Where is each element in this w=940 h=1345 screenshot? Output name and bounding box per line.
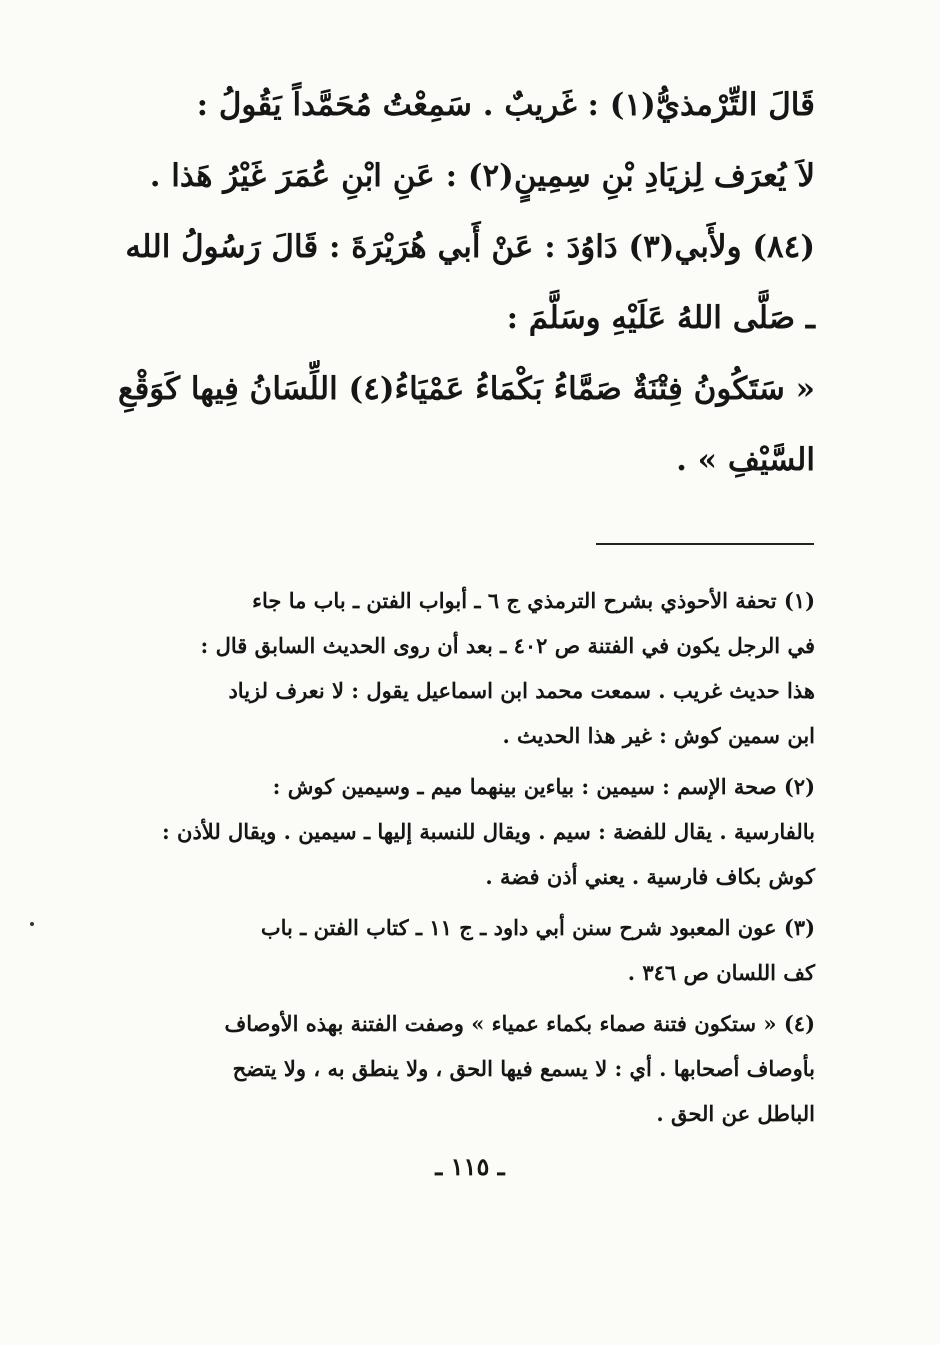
hadith-text-line: « سَتَكُونُ فِتْنَةٌ صَمَّاءُ بَكْمَاءُ عَمْيَاءُ(٤) اللِّسَانُ فِيها كَوَقْعِ (117, 371, 815, 407)
footnote-3 (155, 905, 815, 995)
footnote-line: ابن سمين كوش : غير هذا الحديث . (502, 723, 815, 748)
hadith-heading-line: (٨٤) ولأَبي(٣) دَاوُدَ : عَنْ أَبي هُرَيْرَةَ : قَالَ رَسُولُ الله (125, 229, 815, 265)
footnote-2 (155, 764, 815, 899)
main-line: ـ صَلَّى اللهُ عَلَيْهِ وسَلَّمَ : (506, 300, 815, 336)
footnotes (155, 578, 815, 1142)
footnote-line: في الرجل يكون في الفتنة ص ٤٠٢ ـ بعد أن روى الحديث السابق قال : (200, 633, 815, 658)
footnote-line: هذا حديث غريب . سمعت محمد ابن اسماعيل يقول : لا نعرف لزياد (228, 678, 815, 703)
footnote-line: (٤) « ستكون فتنة صماء بكماء عمياء » وصفت الفتنة بهذه الأوصاف (224, 1011, 815, 1036)
hadith-text-line: السَّيْفِ » . (676, 442, 815, 478)
footnote-line: بالفارسية . يقال للفضة : سيم . ويقال للنسبة إليها ـ سيمين . ويقال للأذن : (161, 819, 815, 844)
footnote-4 (155, 1001, 815, 1136)
scan-speck (30, 922, 34, 926)
footnote-separator (596, 543, 814, 545)
footnote-line: بأوصاف أصحابها . أي : لا يسمع فيها الحق ، ولا ينطق به ، ولا يتضح (232, 1056, 815, 1081)
footnote-line: (٢) صحة الإسم : سيمين : بياءين بينهما ميم ـ وسيمين كوش : (272, 774, 815, 799)
main-line: قَالَ التِّرْمذيُّ(١) : غَريبٌ . سَمِعْتُ مُحَمَّداً يَقُولُ : (196, 87, 815, 123)
footnote-line: الباطل عن الحق . (656, 1101, 815, 1126)
footnote-line: كوش بكاف فارسية . يعني أذن فضة . (485, 864, 815, 889)
main-text (117, 70, 815, 496)
footnote-line: (٣) عون المعبود شرح سنن أبي داود ـ ج ١١ ـ كتاب الفتن ـ باب (260, 915, 815, 940)
main-line: لاَ يُعرَف لِزيَادِ بْنِ سِمِينٍ(٢) : عَنِ ابْنِ عُمَرَ غَيْرُ هَذا . (149, 158, 815, 194)
page-number: ـ ١١٥ ـ (435, 1152, 505, 1181)
footnote-line: كف اللسان ص ٣٤٦ . (627, 960, 815, 985)
footnote-1 (155, 578, 815, 758)
footnote-line: (١) تحفة الأحوذي بشرح الترمذي ج ٦ ـ أبواب الفتن ـ باب ما جاء (252, 588, 815, 613)
